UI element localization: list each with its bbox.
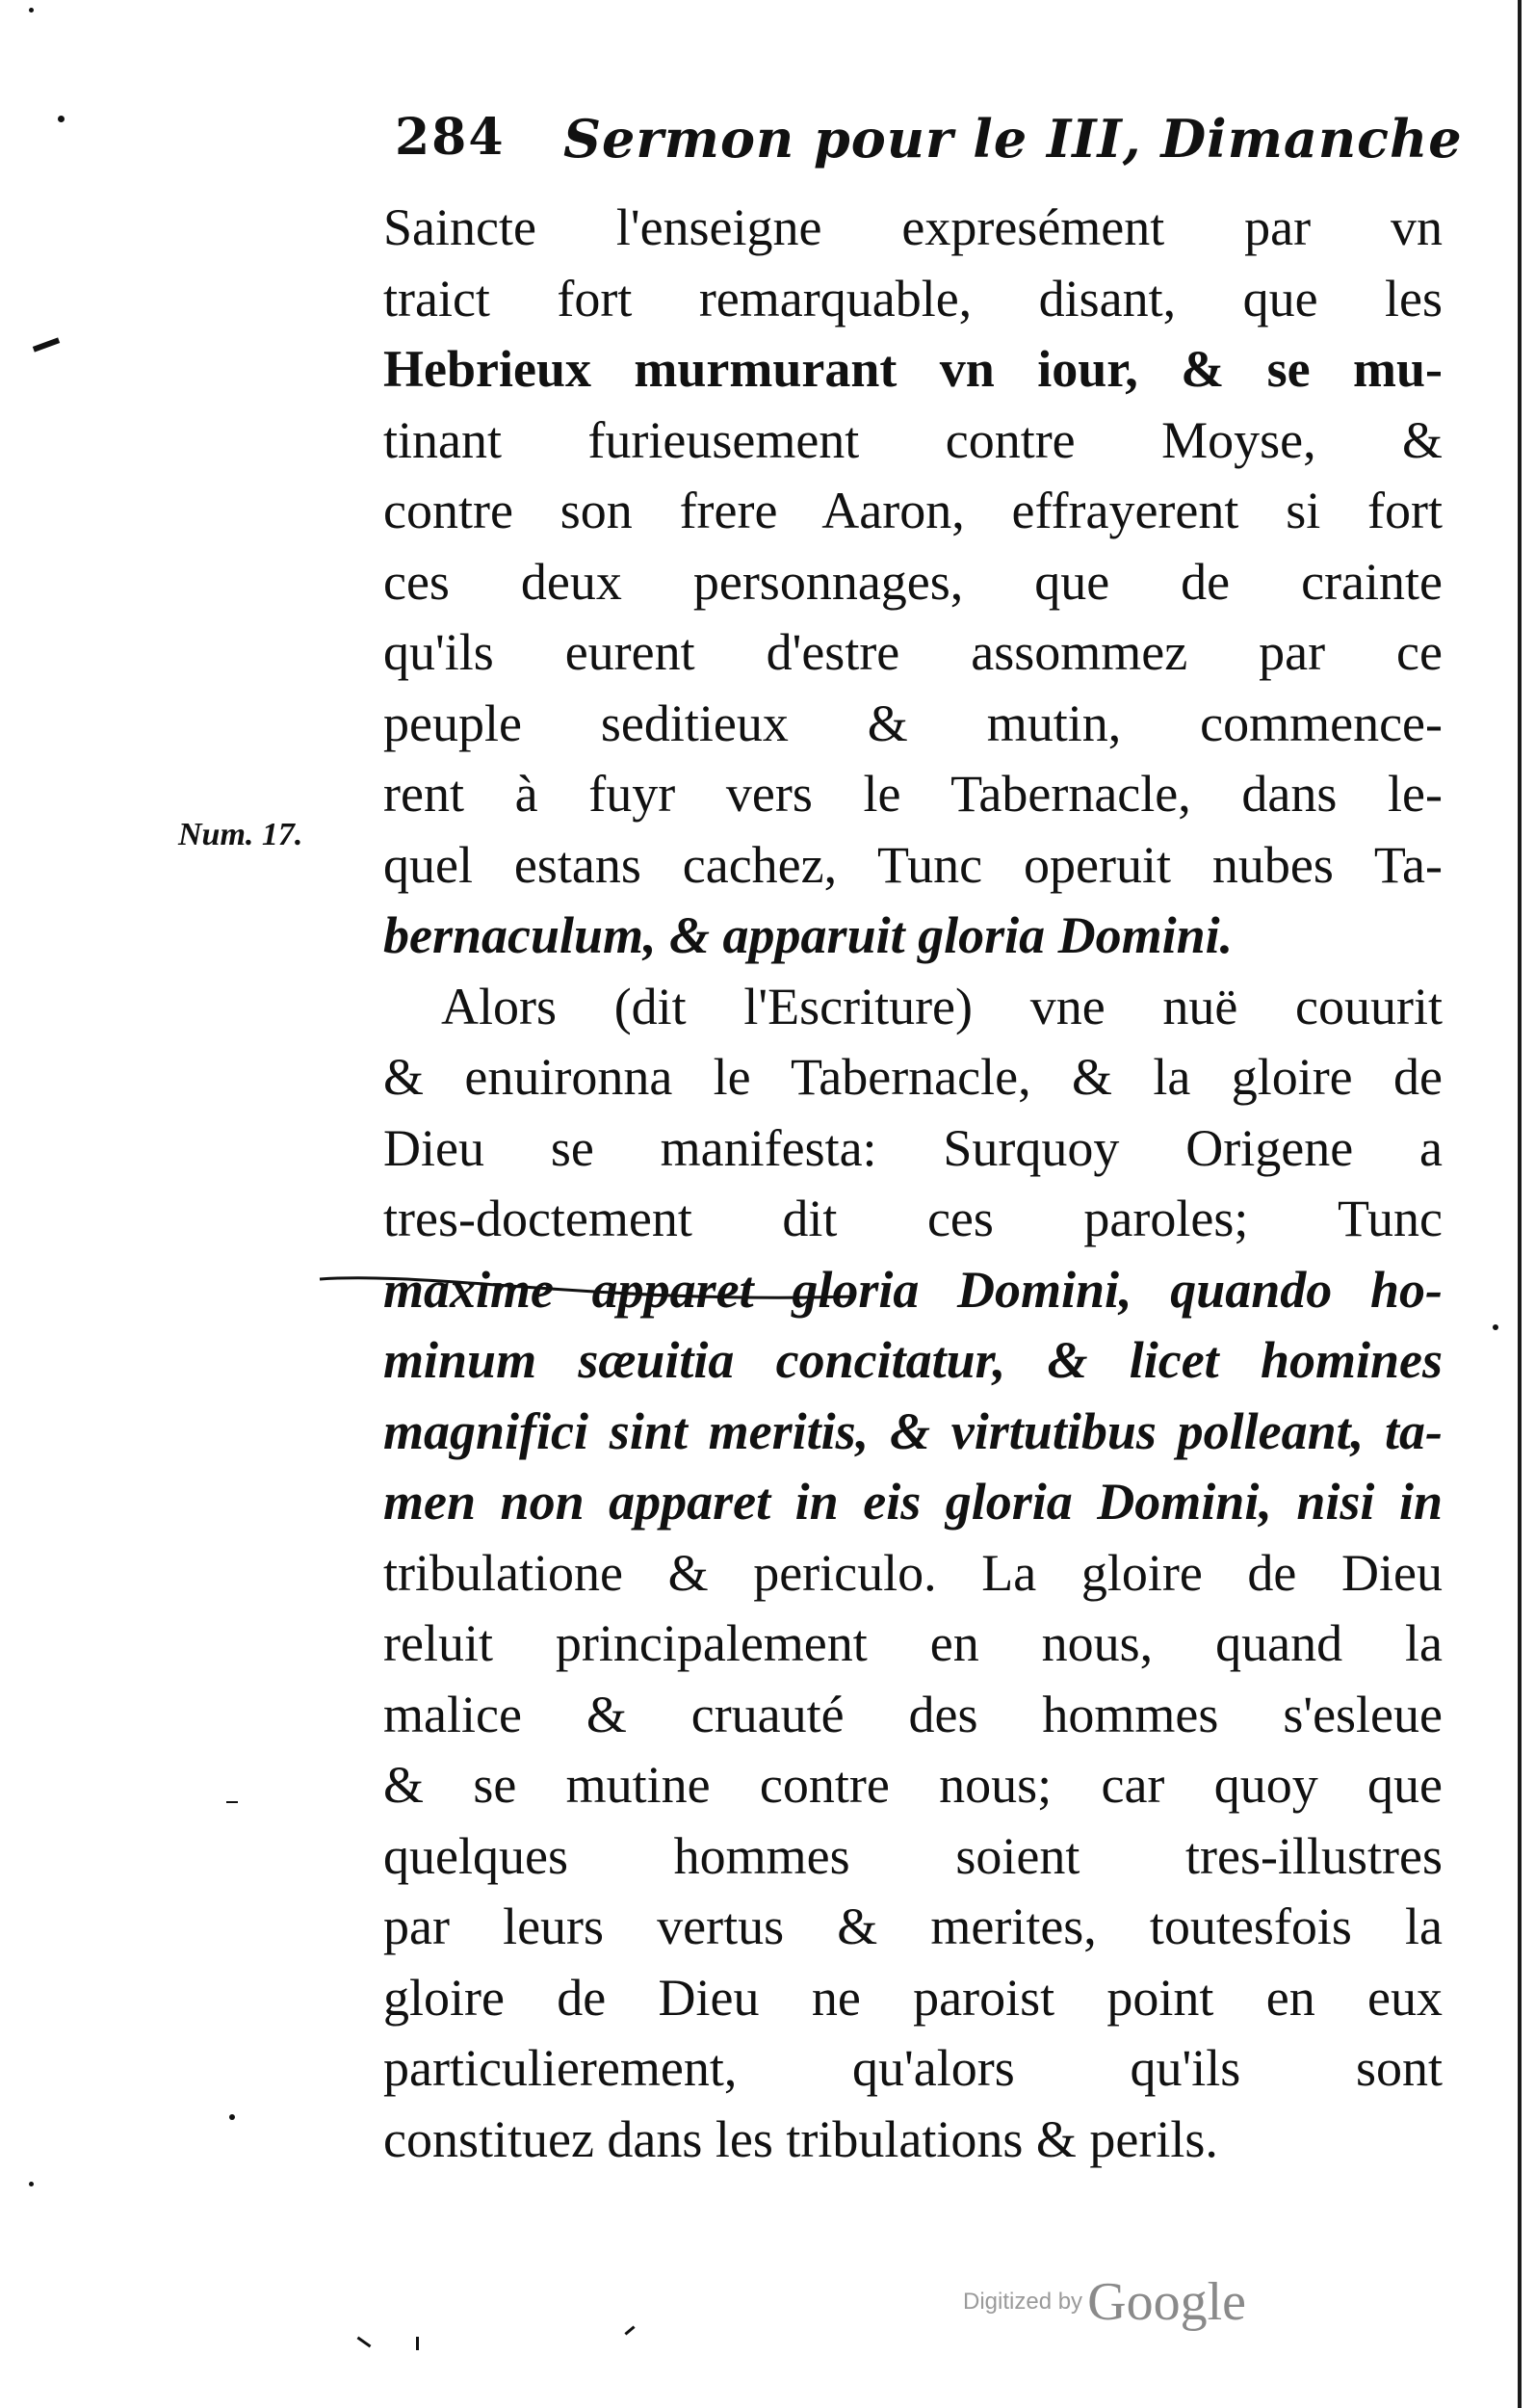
text-line: & enuironna le Tabernacle, & la gloire de <box>383 1048 1443 1106</box>
text-line-latin: bernaculum, & apparuit gloria Domini. <box>383 906 1234 964</box>
text-line: rent à fuyr vers le Tabernacle, dans le- <box>383 765 1443 823</box>
page-number: 284 <box>395 108 506 167</box>
text-line-latin: maxime apparet gloria Domini, quando ho- <box>383 1260 1443 1319</box>
text-line: Dieu se manifesta: Surquoy Origene a <box>383 1118 1443 1177</box>
text-line: Alors (dit l'Escriture) vne nuë couurit <box>441 977 1443 1035</box>
text-line: tribulatione & periculo. La gloire de Dieu <box>383 1543 1443 1602</box>
text-line-latin: minum sæuitia concitatur, & licet homines <box>383 1331 1443 1389</box>
text-line: tinant furieusement contre Moyse, & <box>383 410 1443 469</box>
scan-speck <box>29 2182 34 2186</box>
scan-mark <box>416 2337 419 2350</box>
scan-mark <box>33 337 60 352</box>
google-logo: Google <box>1087 2272 1247 2332</box>
scan-speck <box>1493 1324 1498 1330</box>
ink-underline-stroke <box>318 1269 857 1308</box>
page-header <box>395 108 1463 175</box>
text-line: tres-doctement dit ces paroles; Tunc <box>383 1190 1443 1247</box>
text-line: & se mutine contre nous; car quoy que <box>383 1756 1443 1814</box>
margin-note: Num. 17. <box>178 817 303 852</box>
watermark-prefix: Digitized by <box>963 2289 1083 2315</box>
text-line: traict fort remarquable, disant, que les <box>383 269 1443 327</box>
text-line: malice & cruauté des hommes s'esleue <box>383 1685 1443 1743</box>
text-line: particulierement, qu'alors qu'ils sont <box>383 2039 1443 2097</box>
text-line: qu'ils eurent d'estre assommez par ce <box>383 623 1443 681</box>
body-text <box>383 193 1443 2175</box>
text-line: quelques hommes soient tres-illustres <box>383 1826 1443 1885</box>
scan-speck <box>229 2114 235 2120</box>
running-title: Sermon pour le III, Dimanche <box>563 108 1463 170</box>
text-line: Hebrieux murmurant vn iour, & se mu- <box>383 340 1443 398</box>
text-line: constituez dans les tribulations & perils. <box>383 2109 1218 2168</box>
text-line: par leurs vertus & merites, toutesfois la <box>383 1898 1443 1955</box>
scan-speck <box>29 8 34 13</box>
scan-mark <box>357 2337 372 2348</box>
text-line: Saincte l'enseigne expresément par vn <box>383 198 1443 256</box>
text-line: gloire de Dieu ne paroist point en eux <box>383 1968 1443 2027</box>
page-edge-line <box>1518 0 1522 2408</box>
text-line-latin: magnifici sint meritis, & virtutibus polleant, ta- <box>383 1401 1443 1460</box>
text-line: contre son frere Aaron, effrayerent si fort <box>383 482 1443 539</box>
text-line: peuple seditieux & mutin, commence- <box>383 694 1443 752</box>
text-line: quel estans cachez, Tunc operuit nubes Ta- <box>383 835 1443 894</box>
google-watermark <box>963 2271 1246 2333</box>
scan-mark <box>624 2325 635 2335</box>
scan-mark <box>226 1801 238 1803</box>
text-line-latin: men non apparet in eis gloria Domini, nisi in <box>383 1473 1443 1531</box>
scan-speck <box>58 116 65 122</box>
text-line: reluit principalement en nous, quand la <box>383 1614 1443 1672</box>
text-line: ces deux personnages, que de crainte <box>383 552 1443 611</box>
